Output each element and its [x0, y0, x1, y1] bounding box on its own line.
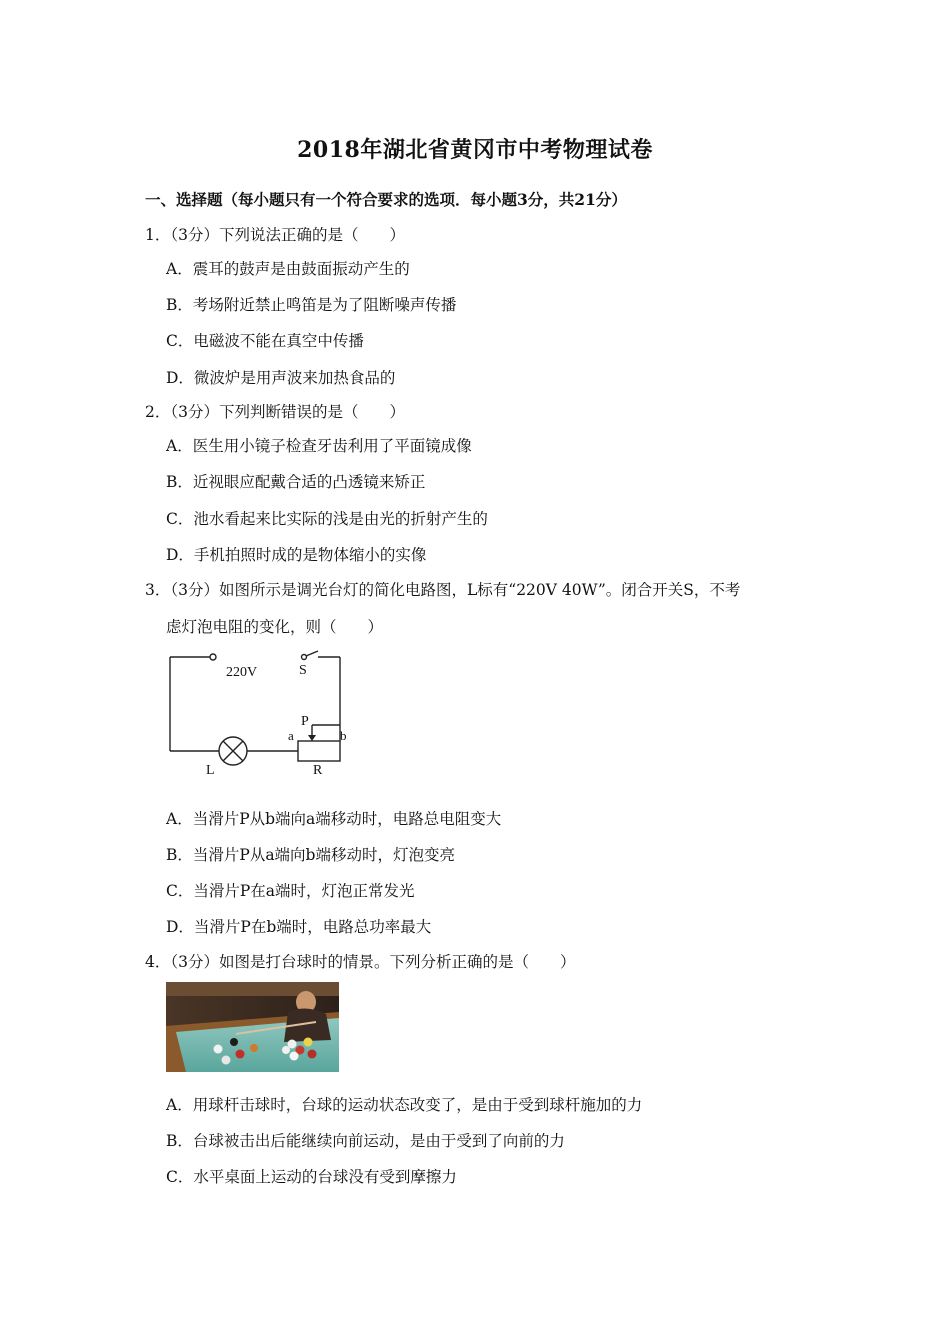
question-1-option-a: A．震耳的鼓声是由鼓面振动产生的 [166, 260, 410, 278]
question-3-option-b: B．当滑片P从a端向b端移动时，灯泡变亮 [166, 846, 455, 864]
end-a-label: a [288, 728, 294, 743]
circuit-diagram [160, 645, 360, 785]
question-4-option-a: A．用球杆击球时，台球的运动状态改变了，是由于受到球杆施加的力 [166, 1096, 643, 1114]
question-2-stem: 2．（3分）下列判断错误的是（ ） [145, 403, 405, 421]
question-3-stem-continued: 虑灯泡电阻的变化，则（ ） [166, 618, 384, 636]
question-2-option-a: A．医生用小镜子检查牙齿利用了平面镜成像 [166, 437, 472, 455]
question-1-option-c: C．电磁波不能在真空中传播 [166, 332, 364, 350]
page-title: 2018年湖北省黄冈市中考物理试卷 [297, 137, 653, 163]
question-4-stem: 4．（3分）如图是打台球时的情景。下列分析正确的是（ ） [145, 953, 576, 971]
question-3-option-a: A．当滑片P从b端向a端移动时，电路总电阻变大 [166, 810, 502, 828]
question-2-option-d: D．手机拍照时成的是物体缩小的实像 [166, 546, 427, 564]
question-2-option-c: C．池水看起来比实际的浅是由光的折射产生的 [166, 510, 488, 528]
resistor-label: R [313, 763, 323, 778]
question-1-option-d: D．微波炉是用声波来加热食品的 [166, 369, 396, 387]
switch-label: S [299, 663, 307, 678]
end-b-label: b [340, 728, 347, 743]
question-1-stem: 1．（3分）下列说法正确的是（ ） [145, 226, 405, 244]
question-4-option-b: B．台球被击出后能继续向前运动，是由于受到了向前的力 [166, 1132, 565, 1150]
question-1-option-b: B．考场附近禁止鸣笛是为了阻断噪声传播 [166, 296, 457, 314]
lamp-label: L [206, 763, 215, 778]
section-heading: 一、选择题（每小题只有一个符合要求的选项．每小题3分，共21分） [145, 190, 627, 209]
billiards-photo [166, 982, 339, 1072]
question-2-option-b: B．近视眼应配戴合适的凸透镜来矫正 [166, 473, 426, 491]
voltage-label: 220V [226, 665, 258, 680]
slider-label: P [301, 714, 309, 729]
question-3-stem: 3．（3分）如图所示是调光台灯的简化电路图，L标有“220V 40W”。闭合开关S，不考 [145, 581, 741, 599]
question-4-option-c: C．水平桌面上运动的台球没有受到摩擦力 [166, 1168, 457, 1186]
question-3-option-c: C．当滑片P在a端时，灯泡正常发光 [166, 882, 415, 900]
question-3-option-d: D．当滑片P在b端时，电路总功率最大 [166, 918, 432, 936]
